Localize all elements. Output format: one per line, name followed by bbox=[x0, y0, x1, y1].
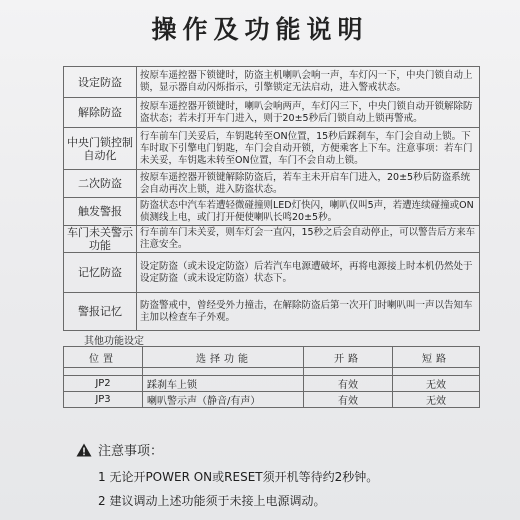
table-row bbox=[64, 198, 480, 226]
function-name: 触发警报 bbox=[64, 198, 137, 226]
function-desc: 按原车遥控器开锁键解除防盗后，若车主未开启车门进入，20±5秒后防盗系统会自动再次上锁，进入防盗状态。 bbox=[137, 170, 480, 198]
jumper-open: 有效 bbox=[304, 392, 393, 408]
table-row bbox=[64, 253, 480, 293]
function-name: 记忆防盗 bbox=[64, 253, 137, 293]
function-desc: 行车前车门未关妥，则车灯会一直闪，15秒之后会自动停止，可以警告后方来车注意安全。 bbox=[137, 226, 480, 253]
note-item: 2 建议调动上述功能须于未接上电源调动。 bbox=[98, 494, 326, 508]
function-name: 解除防盗 bbox=[64, 98, 137, 128]
table-row bbox=[64, 128, 480, 170]
jumper-settings-table bbox=[63, 346, 480, 408]
notes-heading-label: 注意事项： bbox=[98, 444, 164, 459]
function-desc: 防盗警戒中，曾经受外力撞击，在解除防盗后第一次开门时喇叭叫一声以告知车主加以检查车子外观。 bbox=[137, 293, 480, 331]
note-item: 1 无论开POWER ON或RESET须开机等待约2秒钟。 bbox=[98, 470, 379, 484]
other-settings-title: 其他功能设定 bbox=[84, 336, 144, 347]
jumper-function: 喇叭警示声（静音/有声） bbox=[143, 392, 304, 408]
notes-heading bbox=[76, 440, 163, 459]
page-title: 操作及功能说明 bbox=[151, 15, 369, 44]
table-row bbox=[64, 376, 480, 392]
table-row bbox=[64, 392, 480, 408]
function-name: 二次防盗 bbox=[64, 170, 137, 198]
header-open: 开路 bbox=[304, 347, 393, 368]
function-table bbox=[63, 66, 480, 331]
header-function: 选择功能 bbox=[143, 347, 304, 368]
table-row bbox=[64, 98, 480, 128]
jumper-open: 有效 bbox=[304, 376, 393, 392]
function-name: 设定防盗 bbox=[64, 67, 137, 98]
table-row bbox=[64, 226, 480, 253]
table-header-row bbox=[64, 347, 480, 368]
function-name: 车门未关警示功能 bbox=[64, 226, 137, 253]
function-desc: 设定防盗（或未设定防盗）后若汽车电源遭破坏，再将电源接上时本机仍然处于设定防盗（或未设定防盗）状态下。 bbox=[137, 253, 480, 293]
jumper-short: 无效 bbox=[393, 376, 480, 392]
function-desc: 按原车遥控器下锁键时，防盗主机喇叭会响一声，车灯闪一下，中央门锁自动上锁，显示器自动闪烁指示，引擎锁定无法启动，进入警戒状态。 bbox=[137, 67, 480, 98]
function-desc: 行车前车门关妥后，车钥匙转至ON位置，15秒后踩刹车，车门会自动上锁。下车时取下引擎电门钥匙，车门会自动开锁，方便乘客上下车。注意事项：若车门未关妥，车钥匙未转至ON位置，车门不会自动上锁。 bbox=[137, 128, 480, 170]
table-row bbox=[64, 170, 480, 198]
function-name: 警报记忆 bbox=[64, 293, 137, 331]
jumper-short: 无效 bbox=[393, 392, 480, 408]
table-row bbox=[64, 293, 480, 331]
jumper-position: JP2 bbox=[64, 376, 143, 392]
warning-icon bbox=[76, 443, 92, 457]
function-desc: 防盗状态中汽车若遭轻微碰撞则LED灯快闪，喇叭仅叫5声，若遭连续碰撞或ON侦测线上电，或门打开便使喇叭长鸣20±5秒。 bbox=[137, 198, 480, 226]
header-short: 短路 bbox=[393, 347, 480, 368]
jumper-position: JP3 bbox=[64, 392, 143, 408]
jumper-function: 踩刹车上锁 bbox=[143, 376, 304, 392]
header-position: 位置 bbox=[64, 347, 143, 368]
function-name: 中央门锁控制自动化 bbox=[64, 128, 137, 170]
function-desc: 按原车遥控器开锁键时，喇叭会响两声，车灯闪三下，中央门锁自动开锁解除防盗状态；若未打开车门进入，则于20±5秒后门锁自动上锁再警戒。 bbox=[137, 98, 480, 128]
table-row bbox=[64, 67, 480, 98]
spacer-row bbox=[64, 368, 480, 376]
